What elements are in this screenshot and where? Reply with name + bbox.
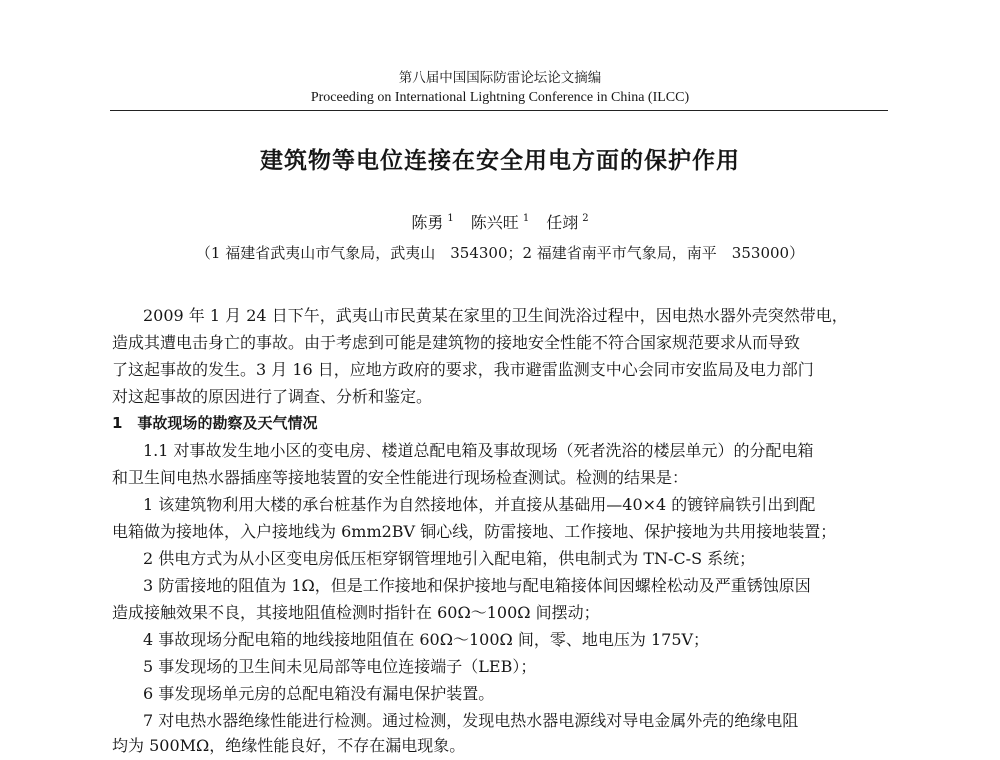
header-rule [110,110,888,111]
author-name: 陈勇 [411,213,444,232]
list-item-line: 7 对电热水器绝缘性能进行检测。通过检测，发现电热水器电源线对导电金属外壳的绝缘电阻 [143,711,799,730]
running-header-english: Proceeding on International Lightning Conference in China (ILCC) [310,90,690,105]
body-line: 对这起事故的原因进行了调查、分析和鉴定。 [112,387,433,406]
list-item-line: 6 事发现场单元房的总配电箱没有漏电保护装置。 [143,684,495,703]
author-affiliation-mark: 1 [447,213,454,224]
list-item-line: 2 供电方式为从小区变电房低压柜穿钢管埋地引入配电箱，供电制式为 TN-C-S 系统； [143,549,756,568]
list-item-line: 造成接触效果不良，其接地阻值检测时指针在 60Ω～100Ω 间摆动； [112,603,600,622]
list-item-line: 均为 500MΩ，绝缘性能良好，不存在漏电现象。 [112,736,466,755]
paper-title: 建筑物等电位连接在安全用电方面的保护作用 [260,148,740,174]
body-line: 了这起事故的发生。3 月 16 日，应地方政府的要求，我市避雷监测支中心会同市安监局及电力部门 [112,360,814,379]
author-name: 陈兴旺 [470,213,519,232]
running-header-chinese: 第八届中国国际防雷论坛论文摘编 [398,70,602,86]
list-item-line: 电箱做为接地体，入户接地线为 6mm2BV 铜心线，防雷接地、工作接地、保护接地为共用接地装置； [112,522,837,541]
list-item-line: 5 事发现场的卫生间未见局部等电位连接端子（LEB）； [143,657,537,676]
author [546,213,588,232]
author-affiliation-mark: 1 [522,213,530,224]
list-item-line: 1 该建筑物利用大楼的承台桩基作为自然接地体，并直接从基础用—40×4 的镀锌扁铁引出到配 [143,495,816,514]
author-affiliation-mark: 2 [582,213,589,224]
author [471,213,529,232]
affiliations: （1 福建省武夷山市气象局，武夷山 354300；2 福建省南平市气象局，南平 353000） [195,244,805,262]
author-name: 任翊 [546,213,579,232]
list-item-line: 3 防雷接地的阻值为 1Ω，但是工作接地和保护接地与配电箱接体间因螺栓松动及严重锈蚀原因 [143,576,811,595]
list-item-line: 4 事故现场分配电箱的地线接地阻值在 60Ω～100Ω 间，零、地电压为 175V； [143,630,710,649]
body-line: 和卫生间电热水器插座等接地装置的安全性能进行现场检查测试。检测的结果是： [112,468,689,487]
author [411,213,453,232]
body-line: 1.1 对事故发生地小区的变电房、楼道总配电箱及事故现场（死者洗浴的楼层单元）的分配电箱 [143,441,814,460]
body-line: 造成其遭电击身亡的事故。由于考虑到可能是建筑物的接地安全性能不符合国家规范要求从而导致 [112,333,801,352]
section-heading: 1 事故现场的勘察及天气情况 [112,414,318,432]
author-list [0,208,1000,234]
body-line: 2009 年 1 月 24 日下午，武夷山市民黄某在家里的卫生间洗浴过程中，因电热水器外壳突然带电， [143,306,848,325]
